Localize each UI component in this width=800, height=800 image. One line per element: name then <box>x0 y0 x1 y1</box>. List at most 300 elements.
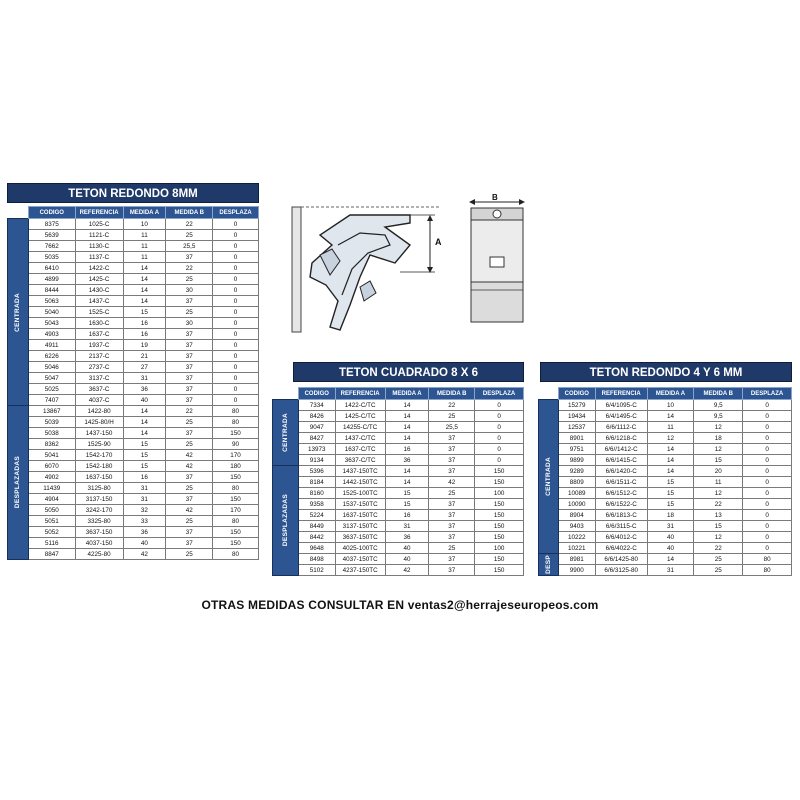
table-cell: 8426 <box>298 411 335 422</box>
table-cell: 36 <box>123 527 166 538</box>
table-cell: 42 <box>385 565 429 576</box>
table-cell: 10090 <box>558 499 595 510</box>
table-cell: 1422-C/TC <box>335 400 385 411</box>
table-cell: 1542-170 <box>75 450 123 461</box>
table-cell: 36 <box>385 532 429 543</box>
table-cell: 9047 <box>298 422 335 433</box>
table-row <box>8 505 259 516</box>
table-cell: 11439 <box>28 483 75 494</box>
table-cell: 8901 <box>558 433 595 444</box>
table-cell: 14 <box>385 477 429 488</box>
table-cell: 1137-C <box>75 252 123 263</box>
table-cell: 100 <box>475 488 524 499</box>
table-cell: 3637-150TC <box>335 532 385 543</box>
header-corner <box>8 207 29 219</box>
table-cell: 4037-C <box>75 395 123 406</box>
group-label: CENTRADA <box>281 413 289 452</box>
column-header: MEDIDA A <box>385 388 429 400</box>
table-cell: 25 <box>166 516 213 527</box>
table-cell: 25 <box>694 554 743 565</box>
table-cell: 0 <box>213 340 259 351</box>
table-cell: 9358 <box>298 499 335 510</box>
table-cell: 14 <box>123 296 166 307</box>
table-cell: 80 <box>743 554 792 565</box>
table-row <box>8 263 259 274</box>
group-label: DESPLAZADAS <box>14 456 22 509</box>
group-label: DESPLAZADAS <box>281 494 289 547</box>
table-cell: 150 <box>213 538 259 549</box>
table-cell: 0 <box>743 411 792 422</box>
table-cell: 0 <box>213 252 259 263</box>
table-cell: 150 <box>475 477 524 488</box>
table-row <box>273 411 524 422</box>
table-row <box>539 433 792 444</box>
table-cell: 13 <box>694 510 743 521</box>
group-label: CENTRADA <box>544 457 552 496</box>
table-cell: 5043 <box>28 318 75 329</box>
table-cell: 37 <box>429 455 475 466</box>
table-cell: 3637-150 <box>75 527 123 538</box>
table-cell: 22 <box>694 543 743 554</box>
table-cell: 6/4/1495-C <box>595 411 647 422</box>
table-row <box>273 400 524 411</box>
table-cell: 3242-170 <box>75 505 123 516</box>
table-row <box>539 543 792 554</box>
table-cell: 8442 <box>298 532 335 543</box>
table-cell: 13867 <box>28 406 75 417</box>
table-cell: 14 <box>385 433 429 444</box>
table-cell: 6/6/1522-C <box>595 499 647 510</box>
table-cell: 14255-C/TC <box>335 422 385 433</box>
table-cell: 150 <box>213 472 259 483</box>
table-cell: 170 <box>213 450 259 461</box>
table-row <box>8 406 259 417</box>
table-row <box>8 483 259 494</box>
table-cell: 14 <box>647 444 694 455</box>
table-cell: 37 <box>429 499 475 510</box>
footer-contact-note: OTRAS MEDIDAS CONSULTAR EN ventas2@herrajeseuropeos.com <box>201 598 599 612</box>
table-cell: 1425-C <box>75 274 123 285</box>
table-cell: 9403 <box>558 521 595 532</box>
table-cell: 16 <box>385 444 429 455</box>
table-cell: 8184 <box>298 477 335 488</box>
table-row <box>8 340 259 351</box>
table-cell: 0 <box>475 422 524 433</box>
table-cell: 5052 <box>28 527 75 538</box>
table-cell: 2737-C <box>75 362 123 373</box>
table-cell: 4899 <box>28 274 75 285</box>
table-row <box>539 488 792 499</box>
table-cell: 10089 <box>558 488 595 499</box>
table-cell: 1525-C <box>75 307 123 318</box>
table-row <box>273 466 524 477</box>
table-cell: 4037-150TC <box>335 554 385 565</box>
table-cell: 37 <box>429 521 475 532</box>
table-cell: 1437-C <box>75 296 123 307</box>
table-cell: 16 <box>123 318 166 329</box>
table-cell: 150 <box>475 510 524 521</box>
table-row <box>8 472 259 483</box>
table-cell: 0 <box>213 329 259 340</box>
table-row <box>273 565 524 576</box>
group-label: CENTRADA <box>14 292 22 332</box>
table-row <box>8 329 259 340</box>
table-cell: 37 <box>166 384 213 395</box>
table-row <box>8 274 259 285</box>
table-cell: 10 <box>123 219 166 230</box>
table-cell: 3137-C <box>75 373 123 384</box>
column-header: MEDIDA B <box>429 388 475 400</box>
table-cell: 14 <box>385 466 429 477</box>
table-cell: 0 <box>213 296 259 307</box>
table-cell: 33 <box>123 516 166 527</box>
table-cell: 1121-C <box>75 230 123 241</box>
table-cell: 4037-150 <box>75 538 123 549</box>
column-header: REFERENCIA <box>595 388 647 400</box>
table-cell: 12 <box>647 433 694 444</box>
table-cell: 25 <box>694 565 743 576</box>
hinge-profile-diagram <box>290 205 450 335</box>
table-cell: 1437-150TC <box>335 466 385 477</box>
table-cell: 25 <box>166 307 213 318</box>
table-cell: 5050 <box>28 505 75 516</box>
table-cell: 6/4/1095-C <box>595 400 647 411</box>
table-cell: 11 <box>694 477 743 488</box>
table-cell: 37 <box>166 428 213 439</box>
table-cell: 40 <box>647 543 694 554</box>
table-cell: 37 <box>166 527 213 538</box>
table-cell: 37 <box>166 351 213 362</box>
table-cell: 12 <box>694 444 743 455</box>
table-cell: 1025-C <box>75 219 123 230</box>
table-cell: 14 <box>647 466 694 477</box>
table-cell: 6/6/1420-C <box>595 466 647 477</box>
table-cell: 5224 <box>298 510 335 521</box>
table-cell: 3637-C/TC <box>335 455 385 466</box>
table-cell: 14 <box>647 455 694 466</box>
table-row <box>8 461 259 472</box>
table-cell: 15 <box>123 461 166 472</box>
table-cell: 5047 <box>28 373 75 384</box>
table-cell: 3325-80 <box>75 516 123 527</box>
table-cell: 0 <box>475 400 524 411</box>
table-row <box>8 450 259 461</box>
table-row <box>273 433 524 444</box>
table-cell: 1430-C <box>75 285 123 296</box>
table-cell: 1937-C <box>75 340 123 351</box>
table-cell: 25,5 <box>166 241 213 252</box>
table-cell: 32 <box>123 505 166 516</box>
table-cell: 14 <box>123 274 166 285</box>
table-cell: 13973 <box>298 444 335 455</box>
table-cell: 14 <box>647 554 694 565</box>
teton-cuadrado-title: TETON CUADRADO 8 X 6 <box>293 362 524 382</box>
table-cell: 22 <box>429 400 475 411</box>
table-cell: 80 <box>213 406 259 417</box>
table-row <box>8 417 259 428</box>
table-row <box>8 439 259 450</box>
table-row <box>539 422 792 433</box>
teton-redondo-8mm-table <box>7 206 259 560</box>
table-cell: 25 <box>166 549 213 560</box>
table-cell: 15279 <box>558 400 595 411</box>
table-cell: 40 <box>123 538 166 549</box>
group-label-cell <box>539 400 559 554</box>
table-cell: 5025 <box>28 384 75 395</box>
table-cell: 0 <box>743 499 792 510</box>
table-cell: 6/6/1112-C <box>595 422 647 433</box>
table-row <box>8 307 259 318</box>
table-row <box>8 219 259 230</box>
table-cell: 0 <box>213 285 259 296</box>
table-cell: 80 <box>213 516 259 527</box>
header-row <box>273 388 524 400</box>
table-cell: 0 <box>743 400 792 411</box>
table-cell: 37 <box>166 252 213 263</box>
table-cell: 170 <box>213 505 259 516</box>
table-cell: 4025-100TC <box>335 543 385 554</box>
table-cell: 1525-90 <box>75 439 123 450</box>
column-header: MEDIDA B <box>166 207 213 219</box>
table-cell: 1425-C/TC <box>335 411 385 422</box>
table-cell: 14 <box>123 263 166 274</box>
teton-cuadrado-table <box>272 387 524 576</box>
table-cell: 5039 <box>28 417 75 428</box>
table-cell: 25 <box>166 274 213 285</box>
table-cell: 25 <box>166 230 213 241</box>
table-cell: 31 <box>385 521 429 532</box>
table-cell: 8847 <box>28 549 75 560</box>
table-cell: 37 <box>429 554 475 565</box>
table-cell: 30 <box>166 318 213 329</box>
table-cell: 0 <box>213 373 259 384</box>
column-header: MEDIDA B <box>694 388 743 400</box>
table-cell: 150 <box>475 499 524 510</box>
table-cell: 6/6/3125-80 <box>595 565 647 576</box>
table-cell: 5038 <box>28 428 75 439</box>
table-cell: 21 <box>123 351 166 362</box>
table-cell: 37 <box>166 395 213 406</box>
column-header: CODIGO <box>298 388 335 400</box>
table-cell: 6/6/1415-C <box>595 455 647 466</box>
table-cell: 3137-150TC <box>335 521 385 532</box>
table-cell: 90 <box>213 439 259 450</box>
table-cell: 6/6//1412-C <box>595 444 647 455</box>
table-cell: 8362 <box>28 439 75 450</box>
table-cell: 150 <box>213 527 259 538</box>
teton-redondo-4-6mm-table <box>538 387 792 576</box>
table-cell: 12 <box>694 488 743 499</box>
column-header: REFERENCIA <box>75 207 123 219</box>
table-cell: 1437-C/TC <box>335 433 385 444</box>
table-cell: 14 <box>123 285 166 296</box>
table-row <box>273 444 524 455</box>
table-cell: 8498 <box>298 554 335 565</box>
table-cell: 11 <box>123 230 166 241</box>
table-cell: 150 <box>475 521 524 532</box>
table-cell: 8449 <box>298 521 335 532</box>
table-cell: 4237-150TC <box>335 565 385 576</box>
table-cell: 5041 <box>28 450 75 461</box>
table-cell: 19434 <box>558 411 595 422</box>
table-cell: 4902 <box>28 472 75 483</box>
table-row <box>539 565 792 576</box>
table-cell: 37 <box>166 472 213 483</box>
table-cell: 7334 <box>298 400 335 411</box>
column-header: DESPLAZA <box>213 207 259 219</box>
table-cell: 37 <box>429 532 475 543</box>
table-cell: 6070 <box>28 461 75 472</box>
table-cell: 16 <box>385 510 429 521</box>
table-cell: 0 <box>213 241 259 252</box>
table-row <box>273 455 524 466</box>
header-row <box>8 207 259 219</box>
table-row <box>8 538 259 549</box>
table-cell: 5102 <box>298 565 335 576</box>
teton-redondo-4-6mm-title: TETON REDONDO 4 Y 6 MM <box>540 362 792 382</box>
table-cell: 15 <box>123 307 166 318</box>
table-cell: 14 <box>385 400 429 411</box>
table-cell: 150 <box>475 565 524 576</box>
table-cell: 3637-C <box>75 384 123 395</box>
table-cell: 12537 <box>558 422 595 433</box>
table-row <box>273 510 524 521</box>
table-cell: 42 <box>429 477 475 488</box>
column-header: MEDIDA A <box>647 388 694 400</box>
table-cell: 31 <box>123 483 166 494</box>
table-cell: 25 <box>166 439 213 450</box>
table-cell: 80 <box>743 565 792 576</box>
table-cell: 1637-C/TC <box>335 444 385 455</box>
table-row <box>8 318 259 329</box>
table-cell: 7407 <box>28 395 75 406</box>
table-cell: 150 <box>213 428 259 439</box>
table-cell: 0 <box>475 455 524 466</box>
table-cell: 0 <box>213 274 259 285</box>
table-cell: 36 <box>385 455 429 466</box>
table-row <box>273 499 524 510</box>
table-cell: 10222 <box>558 532 595 543</box>
table-cell: 1542-180 <box>75 461 123 472</box>
table-cell: 9,5 <box>694 400 743 411</box>
table-cell: 37 <box>166 373 213 384</box>
table-cell: 4911 <box>28 340 75 351</box>
table-cell: 31 <box>647 565 694 576</box>
column-header: CODIGO <box>28 207 75 219</box>
table-cell: 22 <box>166 219 213 230</box>
table-cell: 42 <box>166 461 213 472</box>
table-cell: 15 <box>647 499 694 510</box>
table-cell: 80 <box>213 483 259 494</box>
table-cell: 25 <box>166 417 213 428</box>
table-cell: 11 <box>123 252 166 263</box>
table-cell: 15 <box>647 477 694 488</box>
table-cell: 10 <box>647 400 694 411</box>
table-cell: 27 <box>123 362 166 373</box>
table-cell: 14 <box>647 411 694 422</box>
table-cell: 0 <box>213 362 259 373</box>
table-row <box>273 532 524 543</box>
group-label-cell <box>273 400 299 466</box>
table-cell: 9289 <box>558 466 595 477</box>
table-cell: 37 <box>429 444 475 455</box>
group-label-cell <box>539 554 559 576</box>
table-cell: 40 <box>385 554 429 565</box>
table-cell: 0 <box>743 543 792 554</box>
table-row <box>8 494 259 505</box>
table-cell: 1442-150TC <box>335 477 385 488</box>
table-cell: 8809 <box>558 477 595 488</box>
table-cell: 6/6/1511-C <box>595 477 647 488</box>
table-cell: 31 <box>123 494 166 505</box>
table-cell: 180 <box>213 461 259 472</box>
table-cell: 0 <box>743 488 792 499</box>
table-row <box>8 230 259 241</box>
table-cell: 25 <box>429 543 475 554</box>
table-row <box>539 466 792 477</box>
table-row <box>8 527 259 538</box>
teton-redondo-8mm-title: TETON REDONDO 8MM <box>7 183 259 203</box>
table-cell: 150 <box>475 466 524 477</box>
table-cell: 37 <box>429 565 475 576</box>
table-cell: 25 <box>429 411 475 422</box>
table-row <box>539 411 792 422</box>
table-row <box>273 422 524 433</box>
table-cell: 40 <box>385 543 429 554</box>
table-cell: 80 <box>213 549 259 560</box>
table-cell: 31 <box>647 521 694 532</box>
table-cell: 7662 <box>28 241 75 252</box>
table-cell: 6/6/4012-C <box>595 532 647 543</box>
table-row <box>539 521 792 532</box>
table-cell: 42 <box>166 450 213 461</box>
table-cell: 5051 <box>28 516 75 527</box>
table-cell: 150 <box>475 554 524 565</box>
header-row <box>539 388 792 400</box>
table-cell: 0 <box>213 219 259 230</box>
table-cell: 12 <box>694 422 743 433</box>
table-cell: 1637-C <box>75 329 123 340</box>
table-cell: 5035 <box>28 252 75 263</box>
table-cell: 1422-C <box>75 263 123 274</box>
group-label-cell <box>273 466 299 576</box>
table-row <box>539 532 792 543</box>
table-cell: 9899 <box>558 455 595 466</box>
table-cell: 0 <box>213 230 259 241</box>
table-cell: 14 <box>385 411 429 422</box>
table-cell: 25,5 <box>429 422 475 433</box>
header-corner <box>539 388 559 400</box>
table-row <box>8 241 259 252</box>
column-header: MEDIDA A <box>123 207 166 219</box>
table-cell: 9648 <box>298 543 335 554</box>
table-row <box>8 516 259 527</box>
table-cell: 0 <box>475 433 524 444</box>
table-cell: 22 <box>166 406 213 417</box>
table-cell: 11 <box>123 241 166 252</box>
group-label-cell <box>8 406 29 560</box>
table-cell: 16 <box>123 472 166 483</box>
table-cell: 25 <box>429 488 475 499</box>
table-cell: 15 <box>694 521 743 532</box>
table-cell: 15 <box>123 450 166 461</box>
table-cell: 20 <box>694 466 743 477</box>
table-cell: 8904 <box>558 510 595 521</box>
table-cell: 4225-80 <box>75 549 123 560</box>
table-cell: 6/6/1512-C <box>595 488 647 499</box>
table-cell: 0 <box>213 384 259 395</box>
table-cell: 5639 <box>28 230 75 241</box>
